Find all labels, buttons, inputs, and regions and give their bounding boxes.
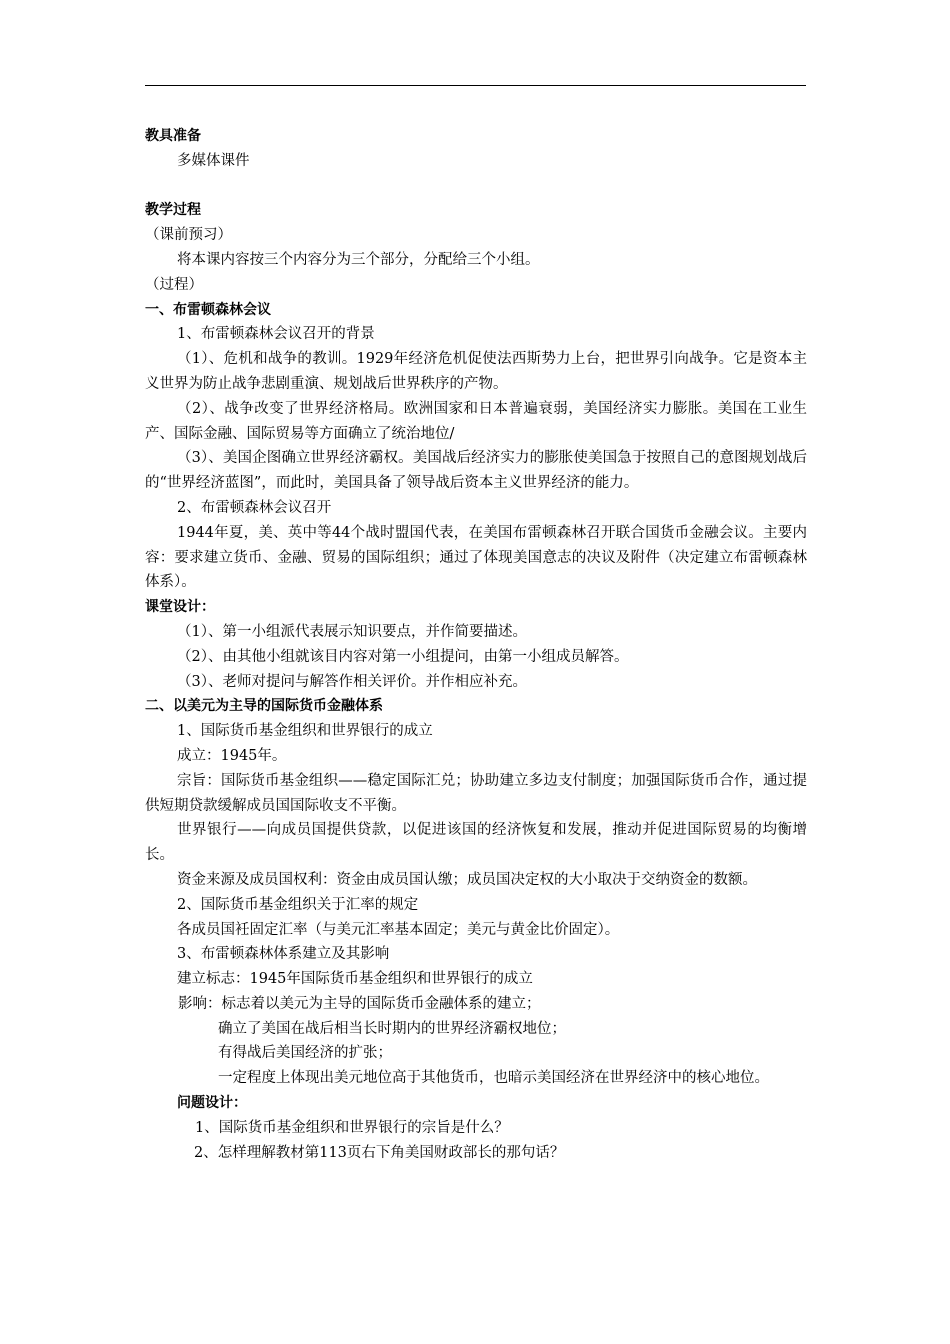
section2-founded: 成立：1945年。 <box>177 747 287 764</box>
section2-impact3: 有得战后美国经济的扩张； <box>218 1045 392 1062</box>
section1-p3: （3）、美国企图确立世界经济霸权。美国战后经济实力的膨胀使美国急于按照自己的意图规划战后的“世界经济蓝图”，而此时，美国具备了领导战后资本主义世界经济的能力。 <box>145 450 807 492</box>
class-design-heading: 课堂设计： <box>145 599 215 616</box>
question-1: 1、国际货币基金组织和世界银行的宗旨是什么？ <box>195 1119 509 1136</box>
preview-text: 将本课内容按三个内容分为三个部分，分配给三个小组。 <box>177 251 540 268</box>
section2-rates: 各成员国衽固定汇率（与美元汇率基本固定；美元与黄金比价固定）。 <box>177 921 620 938</box>
section2-mark: 建立标志：1945年国际货币基金组织和世界银行的成立 <box>177 971 533 988</box>
prep-item: 多媒体课件 <box>177 152 250 169</box>
section2-impact2: 确立了美国在战后相当长时期内的世界经济霸权地位； <box>218 1020 566 1037</box>
class-design-item-1: （1）、第一小组派代表展示知识要点，并作简要描述。 <box>177 623 527 640</box>
question-2: 2、怎样理解教材第113页右下角美国财政部长的那句话？ <box>194 1144 565 1161</box>
section2-impact-label: 影响：标志着以美元为主导的国际货币金融体系的建立； <box>178 995 541 1012</box>
prep-heading: 教具准备 <box>145 128 201 144</box>
document-body <box>145 124 807 1165</box>
section2-funds: 资金来源及成员国权利：资金由成员国认缴；成员国决定权的大小取决于交纳资金的数额。 <box>177 871 757 888</box>
header-rule <box>145 85 806 86</box>
questions-heading: 问题设计： <box>177 1095 247 1112</box>
section2-sub1: 1、国际货币基金组织和世界银行的成立 <box>177 723 433 740</box>
section1-sub2: 2、布雷顿森林会议召开 <box>177 499 332 516</box>
process-heading: 教学过程 <box>145 202 201 219</box>
class-design-item-3: （3）、老师对提问与解答作相关评价。并作相应补充。 <box>177 673 527 690</box>
section2-sub2: 2、国际货币基金组织关于汇率的规定 <box>177 896 419 913</box>
process-label: （过程） <box>145 276 203 293</box>
section2-purpose: 宗旨：国际货币基金组织——稳定国际汇兑；协助建立多边支付制度；加强国际货币合作，通过提供短期贷款缓解成员国国际收支不平衡。 <box>145 772 807 814</box>
preview-label: （课前预习） <box>145 227 232 244</box>
section1-sub1: 1、布雷顿森林会议召开的背景 <box>177 326 375 343</box>
section2-sub3: 3、布雷顿森林体系建立及其影响 <box>177 946 390 963</box>
section1-title: 一、布雷顿森林会议 <box>145 301 271 318</box>
section2-title: 二、以美元为主导的国际货币金融体系 <box>145 698 383 715</box>
section2-impact4: 一定程度上体现出美元地位高于其他货币，也暗示美国经济在世界经济中的核心地位。 <box>218 1070 769 1087</box>
section1-p1: （1）、危机和战争的教训。1929年经济危机促使法西斯势力上台，把世界引向战争。它是资本主义世界为防止战争悲剧重演、规划战后世界秩序的产物。 <box>145 351 807 392</box>
class-design-item-2: （2）、由其他小组就该目内容对第一小组提问，由第一小组成员解答。 <box>177 648 629 665</box>
section1-p4: 1944年夏，美、英中等44个战时盟国代表，在美国布雷顿森林召开联合国货币金融会议。主要内容：要求建立货币、金融、贸易的国际组织；通过了体现美国意志的决议及附件（决定建立布雷顿森林体系）。 <box>145 524 807 591</box>
section1-p2: （2）、战争改变了世界经济格局。欧洲国家和日本普遍衰弱，美国经济实力膨胀。美国在工业生产、国际金融、国际贸易等方面确立了统治地位/ <box>145 400 807 442</box>
section2-worldbank: 世界银行——向成员国提供贷款，以促进该国的经济恢复和发展，推动并促进国际贸易的均衡增长。 <box>145 822 807 864</box>
